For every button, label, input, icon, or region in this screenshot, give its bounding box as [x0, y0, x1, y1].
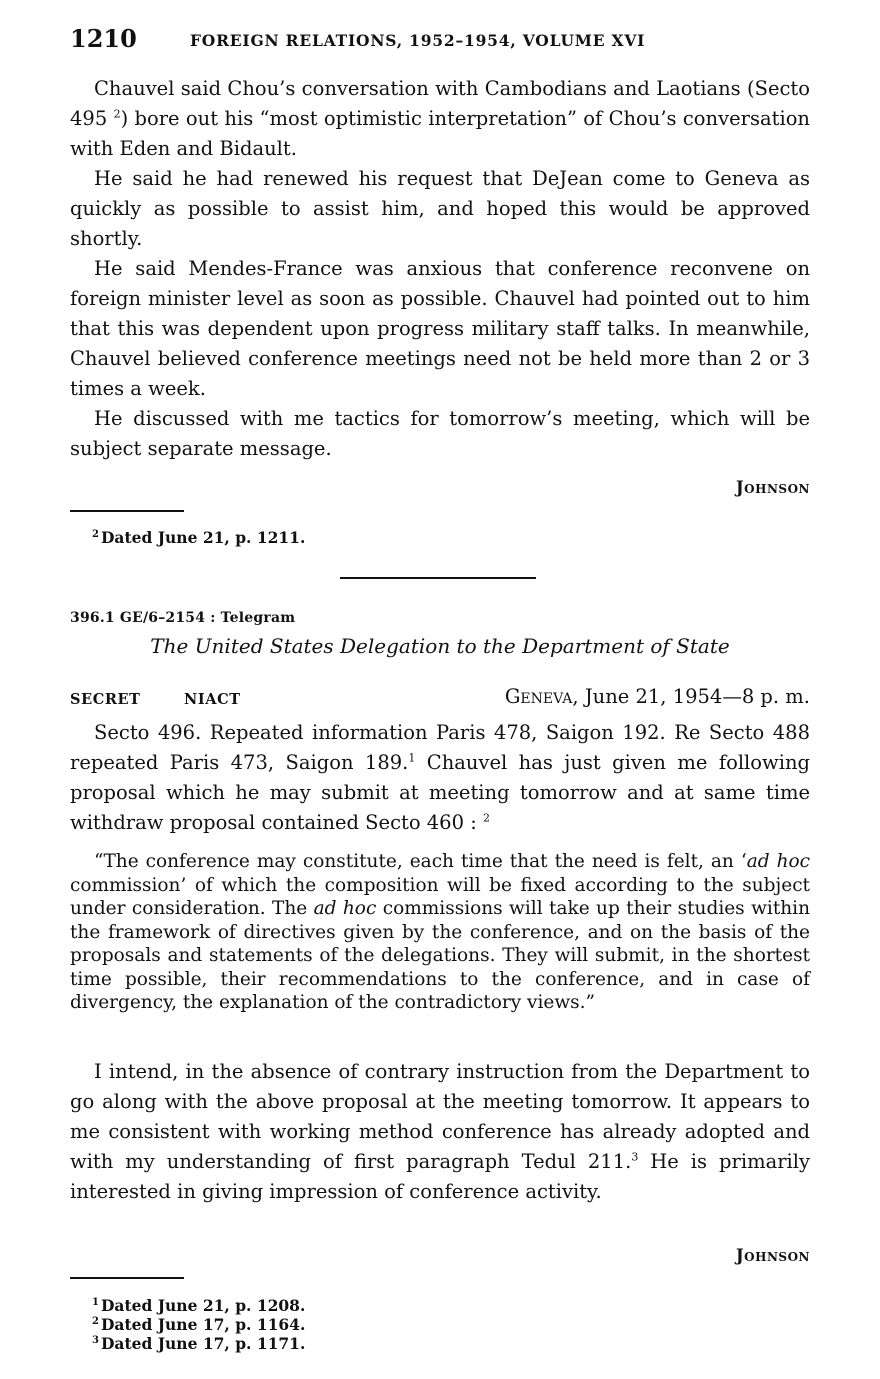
footnote-text: Dated June 21, p. 1208. [100, 1296, 306, 1315]
paragraph-text: Chauvel has just given me following proposal which he may submit at meeting tomorrow and at same time withdraw proposal contained Secto 460 : [70, 751, 810, 834]
footnote-rule [70, 1277, 184, 1279]
paragraph-text: Secto 496. Repeated information Paris 478, Saigon 192. Re Secto 488 repeated Paris 473, Saigon 189. [70, 721, 810, 774]
dateline [70, 685, 810, 715]
quote-italic: ad hoc [313, 898, 377, 919]
paragraph-chauvel-chou [70, 74, 810, 164]
classification-label: SECRET [70, 691, 141, 708]
file-number: 396.1 GE/6–2154 : Telegram [70, 610, 296, 626]
paragraph-secto-496 [70, 718, 810, 838]
footnote-3 [92, 1334, 305, 1353]
footnote-mark: 2 [92, 1315, 99, 1327]
page-header [70, 24, 810, 54]
footnote-ref: 2 [482, 811, 490, 825]
footnote-mark: 1 [92, 1296, 99, 1308]
footnote-text: Dated June 17, p. 1171. [100, 1334, 306, 1353]
page-number: 1210 [70, 24, 137, 53]
quote-text: commissions will take up their studies within the framework of directives given by the conference, and on the basis of the proposals and statements of the delegations. They will submit, in the shortest time possible, their recommendations to the conference, and in case of divergency, the explanation of the contradictory views.” [70, 898, 810, 1013]
precedence-label: NIACT [184, 691, 241, 708]
paragraph-mendes-france: He said Mendes-France was anxious that conference reconvene on foreign minister level as soon as possible. Chauvel had pointed out to him that this was dependent upon progress military staff talks. In meanwhile, Chauvel believed conference meetings need not be held more than 2 or 3 times a week. [70, 257, 810, 400]
footnote-mark: 3 [92, 1334, 99, 1346]
footnote-1 [92, 1296, 305, 1315]
footnote-ref: 3 [631, 1150, 639, 1164]
paragraph-intention [70, 1057, 810, 1207]
signature-johnson: Johnson [735, 1246, 810, 1265]
date: June 21, 1954—8 p. m. [584, 685, 810, 708]
footnote-2 [92, 1315, 305, 1334]
paragraph-tactics: He discussed with me tactics for tomorrow’s meeting, which will be subject separate message. [70, 407, 810, 460]
quote-text: “The conference may constitute, each time that the need is felt, an ‘ [94, 851, 747, 872]
footnote-2 [92, 528, 305, 547]
paragraph-dejean: He said he had renewed his request that DeJean come to Geneva as quickly as possible to assist him, and hoped this would be approved shortly. [70, 167, 810, 250]
footnote-mark: 2 [92, 528, 99, 540]
document-title: The United States Delegation to the Department of State [150, 634, 730, 658]
footnote-text: Dated June 21, p. 1211. [100, 528, 306, 547]
running-head: FOREIGN RELATIONS, 1952–1954, VOLUME XVI [190, 31, 646, 50]
footnote-text: Dated June 17, p. 1164. [100, 1315, 306, 1334]
section-divider [340, 577, 536, 579]
place-date [505, 685, 810, 708]
paragraph-text: ) bore out his “most optimistic interpretation” of Chou’s conversation with Eden and Bidault. [70, 107, 810, 160]
footnote-ref: 1 [408, 751, 416, 765]
footnote-rule [70, 510, 184, 512]
place: Geneva, [504, 685, 579, 708]
paragraph-text: I intend, in the absence of contrary instruction from the Department to go along with the above proposal at the meeting tomorrow. It appears to me consistent with working method conference has already adopted and with my understanding of first paragraph Tedul 211. [70, 1060, 810, 1173]
signature-johnson: Johnson [735, 478, 810, 497]
paragraph-text: Chauvel said Chou’s conversation with Cambodians and Laotians (Secto 495 [70, 77, 810, 130]
quoted-proposal [70, 850, 810, 1015]
quote-italic: ad hoc [746, 851, 810, 872]
paragraph-text: He is primarily interested in giving impression of conference activity. [70, 1150, 810, 1203]
footnote-ref: 2 [113, 107, 121, 121]
quote-text: commission’ of which the composition will be fixed according to the subject under consideration. The [70, 874, 810, 919]
document-page [70, 0, 810, 1379]
